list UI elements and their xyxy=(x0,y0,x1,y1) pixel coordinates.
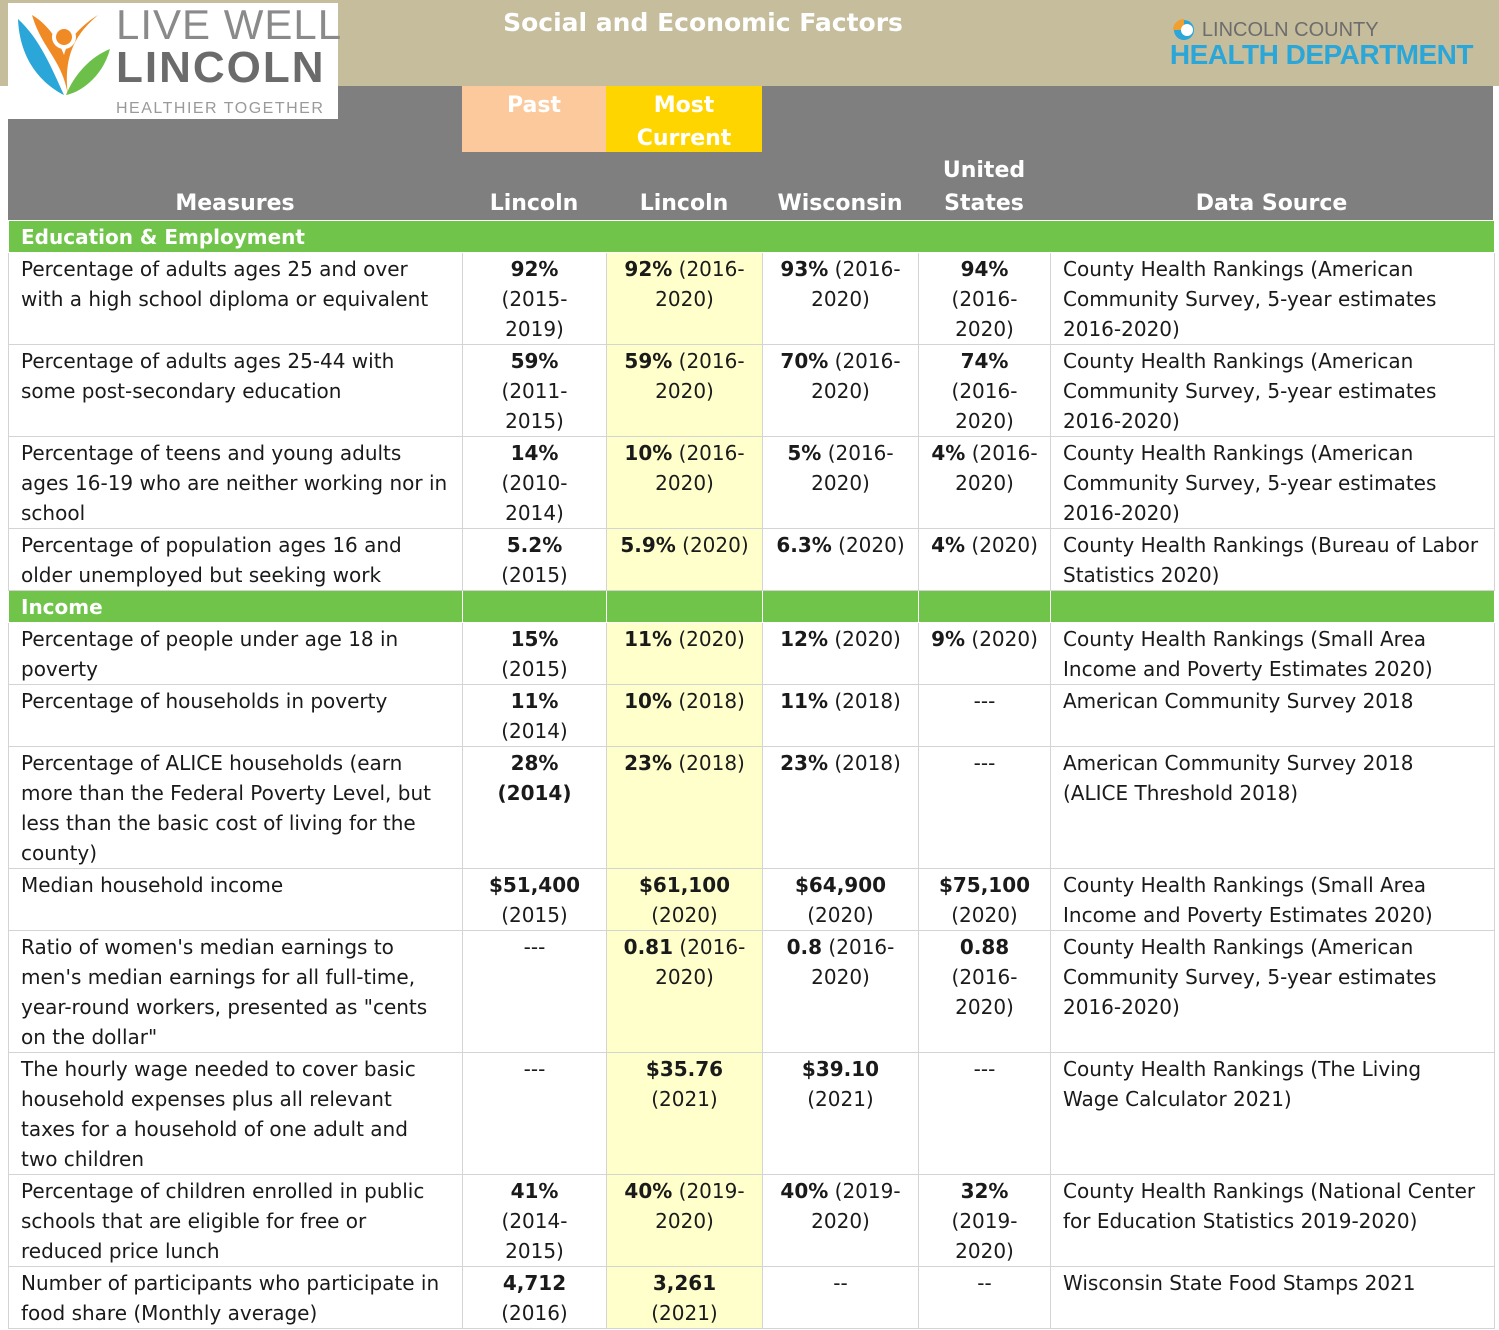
wi-value-cell xyxy=(763,931,919,1053)
value-text: $39.10 xyxy=(801,1057,880,1081)
year-text: --- xyxy=(973,689,996,713)
table-row xyxy=(9,747,1495,869)
value-text: 5% xyxy=(787,441,822,465)
year-text: (2018) xyxy=(672,751,745,775)
table-row xyxy=(9,1267,1495,1329)
value-text: 40% xyxy=(624,1179,673,1203)
year-text: (2016-2020) xyxy=(811,349,901,403)
year-text: (2015-2019) xyxy=(501,287,568,341)
year-text: (2016-2020) xyxy=(951,287,1018,341)
measure-cell: Median household income xyxy=(9,869,463,931)
year-text: (2015) xyxy=(501,657,568,681)
current-value-cell xyxy=(607,685,763,747)
section-header-row xyxy=(9,221,1495,253)
year-text: (2016-2020) xyxy=(655,441,745,495)
value-text: $61,100 xyxy=(638,873,731,897)
year-text: (2019-2020) xyxy=(811,1179,901,1233)
year-text: (2018) xyxy=(672,689,745,713)
current-value-cell xyxy=(607,931,763,1053)
column-header-data-source: Data Source xyxy=(1195,191,1348,216)
logo-tagline: HEALTHIER TOGETHER xyxy=(116,100,325,117)
value-text: 10% xyxy=(624,689,672,713)
table-row xyxy=(9,1175,1495,1267)
current-value-cell xyxy=(607,1175,763,1267)
value-text: 23% xyxy=(624,751,672,775)
section-header-row xyxy=(9,591,1495,623)
table-row xyxy=(9,931,1495,1053)
measure-cell: Percentage of households in poverty xyxy=(9,685,463,747)
year-text: (2020) xyxy=(651,903,718,927)
us-value-cell xyxy=(919,437,1051,529)
live-well-lincoln-logo xyxy=(8,1,343,119)
current-value-cell xyxy=(607,1267,763,1329)
past-value-cell xyxy=(463,253,607,345)
past-value-cell xyxy=(463,437,607,529)
us-value-cell xyxy=(919,345,1051,437)
data-source-cell: County Health Rankings (American Community Survey, 5-year estimates 2016-2020) xyxy=(1051,345,1495,437)
value-text: 9% xyxy=(931,627,966,651)
value-text: 12% xyxy=(780,627,828,651)
table-row xyxy=(9,623,1495,685)
measure-cell: Percentage of ALICE households (earn more than the Federal Poverty Level, but less than the basic cost of living for the county) xyxy=(9,747,463,869)
data-source-cell: County Health Rankings (American Community Survey, 5-year estimates 2016-2020) xyxy=(1051,931,1495,1053)
year-text: (2020) xyxy=(965,627,1038,651)
health-department-logo xyxy=(1170,18,1473,71)
value-text: 70% xyxy=(780,349,829,373)
value-text: 59% xyxy=(510,349,559,373)
year-text: (2020) xyxy=(675,533,749,557)
data-source-cell: Wisconsin State Food Stamps 2021 xyxy=(1051,1267,1495,1329)
us-value-cell xyxy=(919,685,1051,747)
most-current-period-tag: Most Current xyxy=(606,86,762,152)
value-text: 92% xyxy=(624,257,673,281)
column-header-wisconsin: Wisconsin xyxy=(777,191,903,216)
year-text: -- xyxy=(833,1271,848,1295)
past-value-cell xyxy=(463,931,607,1053)
us-value-cell xyxy=(919,623,1051,685)
past-value-cell xyxy=(463,345,607,437)
past-value-cell xyxy=(463,869,607,931)
value-text: 10% xyxy=(624,441,673,465)
page-title: Social and Economic Factors xyxy=(503,8,903,37)
year-text: (2016-2020) xyxy=(811,257,901,311)
wi-value-cell xyxy=(763,1053,919,1175)
measure-cell: Percentage of teens and young adults ages 16-19 who are neither working nor in school xyxy=(9,437,463,529)
column-header-measures: Measures xyxy=(175,191,295,216)
value-text: 23% xyxy=(780,751,828,775)
year-text: (2020) xyxy=(807,903,874,927)
past-value-cell xyxy=(463,747,607,869)
year-text: (2015) xyxy=(501,903,568,927)
wi-value-cell xyxy=(763,437,919,529)
section-title: Income xyxy=(9,591,463,623)
wi-value-cell xyxy=(763,685,919,747)
current-value-cell xyxy=(607,253,763,345)
current-value-cell xyxy=(607,623,763,685)
value-text: 11% xyxy=(510,689,559,713)
column-header-current-lincoln: Lincoln xyxy=(639,191,729,216)
year-text: (2016-2020) xyxy=(811,935,895,989)
value-text: 5.2% xyxy=(506,533,563,557)
year-text: (2016) xyxy=(501,1301,568,1325)
value-text: 93% xyxy=(780,257,829,281)
year-text: (2014) xyxy=(501,719,568,743)
past-value-cell xyxy=(463,1175,607,1267)
section-filler-cell xyxy=(1051,591,1495,623)
value-text: 41% xyxy=(510,1179,559,1203)
value-text: 32% xyxy=(960,1179,1009,1203)
table-row xyxy=(9,869,1495,931)
year-text: (2016-2020) xyxy=(655,257,745,311)
current-value-cell xyxy=(607,1053,763,1175)
year-text: (2014-2015) xyxy=(501,1209,568,1263)
table-row xyxy=(9,529,1495,591)
table-row xyxy=(9,1053,1495,1175)
section-filler-cell xyxy=(919,591,1051,623)
us-value-cell xyxy=(919,931,1051,1053)
section-title: Education & Employment xyxy=(9,221,1495,253)
current-value-cell xyxy=(607,529,763,591)
data-source-cell: American Community Survey 2018 (ALICE Threshold 2018) xyxy=(1051,747,1495,869)
data-source-cell: County Health Rankings (Small Area Income and Poverty Estimates 2020) xyxy=(1051,623,1495,685)
value-text: 4% xyxy=(931,533,966,557)
value-text: $35.76 xyxy=(645,1057,724,1081)
year-text: (2020) xyxy=(672,627,745,651)
year-text: (2020) xyxy=(831,533,905,557)
year-text: (2016-2020) xyxy=(951,379,1018,433)
column-header-past-lincoln: Lincoln xyxy=(489,191,579,216)
data-source-cell: County Health Rankings (Bureau of Labor Statistics 2020) xyxy=(1051,529,1495,591)
dept-county-label: LINCOLN COUNTY xyxy=(1201,18,1379,41)
year-text: (2016-2020) xyxy=(655,935,746,989)
measure-cell: Percentage of adults ages 25-44 with some post-secondary education xyxy=(9,345,463,437)
value-text: 0.88 xyxy=(959,935,1010,959)
wi-value-cell xyxy=(763,747,919,869)
data-source-cell: County Health Rankings (National Center for Education Statistics 2019-2020) xyxy=(1051,1175,1495,1267)
year-text: --- xyxy=(523,935,546,959)
wi-value-cell xyxy=(763,529,919,591)
past-value-cell xyxy=(463,1267,607,1329)
data-source-cell: County Health Rankings (American Community Survey, 5-year estimates 2016-2020) xyxy=(1051,253,1495,345)
year-text: (2016-2020) xyxy=(951,965,1018,1019)
value-text: $64,900 xyxy=(794,873,887,897)
us-value-cell xyxy=(919,529,1051,591)
wi-value-cell xyxy=(763,1267,919,1329)
past-value-cell xyxy=(463,529,607,591)
measure-cell: Percentage of people under age 18 in poverty xyxy=(9,623,463,685)
past-period-tag: Past xyxy=(462,86,606,152)
measure-cell: Ratio of women's median earnings to men's median earnings for all full-time, year-round workers, presented as "cents on the dollar" xyxy=(9,931,463,1053)
table-row xyxy=(9,345,1495,437)
table-row xyxy=(9,437,1495,529)
year-text: (2021) xyxy=(651,1087,718,1111)
value-text: 4,712 xyxy=(502,1271,567,1295)
past-value-cell xyxy=(463,685,607,747)
measure-cell: Number of participants who participate in food share (Monthly average) xyxy=(9,1267,463,1329)
year-text: (2019-2020) xyxy=(655,1179,745,1233)
past-value-cell xyxy=(463,623,607,685)
factors-table xyxy=(8,220,1495,1329)
logo-text-lincoln: LINCOLN xyxy=(116,43,326,92)
value-text: 15% xyxy=(510,627,559,651)
value-text: 3,261 xyxy=(652,1271,717,1295)
year-text: --- xyxy=(973,751,996,775)
section-filler-cell xyxy=(463,591,607,623)
value-text: $75,100 xyxy=(938,873,1031,897)
table-row xyxy=(9,685,1495,747)
year-text: --- xyxy=(973,1057,996,1081)
wi-value-cell xyxy=(763,869,919,931)
measure-cell: Percentage of population ages 16 and older unemployed but seeking work xyxy=(9,529,463,591)
us-value-cell xyxy=(919,747,1051,869)
us-value-cell xyxy=(919,1175,1051,1267)
current-value-cell xyxy=(607,437,763,529)
value-text: $51,400 xyxy=(488,873,581,897)
value-text: 6.3% xyxy=(776,533,832,557)
past-value-cell xyxy=(463,1053,607,1175)
value-text: 5.9% xyxy=(620,533,676,557)
year-text: --- xyxy=(523,1057,546,1081)
year-text: (2019-2020) xyxy=(951,1209,1018,1263)
value-text: 4% xyxy=(931,441,966,465)
year-text: (2016-2020) xyxy=(811,441,894,495)
table-row xyxy=(9,253,1495,345)
year-text: (2021) xyxy=(651,1301,718,1325)
dept-name-label: HEALTH DEPARTMENT xyxy=(1169,39,1473,70)
value-text: 74% xyxy=(960,349,1009,373)
value-text: 92% xyxy=(510,257,559,281)
year-text: (2010-2014) xyxy=(501,471,568,525)
value-text: 11% xyxy=(624,627,672,651)
section-filler-cell xyxy=(763,591,919,623)
section-filler-cell xyxy=(607,591,763,623)
wi-value-cell xyxy=(763,623,919,685)
wi-value-cell xyxy=(763,345,919,437)
current-value-cell xyxy=(607,869,763,931)
year-text: (2011-2015) xyxy=(501,379,568,433)
year-text: (2018) xyxy=(828,751,901,775)
us-value-cell xyxy=(919,253,1051,345)
year-text: (2016-2020) xyxy=(955,441,1038,495)
year-text: (2020) xyxy=(951,903,1018,927)
year-text: (2020) xyxy=(828,627,901,651)
value-text: 0.8 xyxy=(786,935,823,959)
logo-text-live-well: LIVE WELL xyxy=(116,1,343,48)
year-text: (2015) xyxy=(501,563,568,587)
us-value-cell xyxy=(919,869,1051,931)
data-source-cell: County Health Rankings (Small Area Income and Poverty Estimates 2020) xyxy=(1051,869,1495,931)
year-text: (2020) xyxy=(965,533,1038,557)
wi-value-cell xyxy=(763,253,919,345)
value-text: 59% xyxy=(624,349,673,373)
person-leaf-icon xyxy=(12,9,116,99)
column-header-united-states: United States xyxy=(942,158,1026,216)
data-source-cell: American Community Survey 2018 xyxy=(1051,685,1495,747)
year-text: (2016-2020) xyxy=(655,349,745,403)
year-text: -- xyxy=(977,1271,992,1295)
value-text: 0.81 xyxy=(623,935,674,959)
value-text: 94% xyxy=(960,257,1009,281)
measure-cell: Percentage of children enrolled in public schools that are eligible for free or reduced price lunch xyxy=(9,1175,463,1267)
measure-cell: Percentage of adults ages 25 and over with a high school diploma or equivalent xyxy=(9,253,463,345)
value-text: 11% xyxy=(780,689,828,713)
current-value-cell xyxy=(607,345,763,437)
value-text: 40% xyxy=(780,1179,829,1203)
data-source-cell: County Health Rankings (American Community Survey, 5-year estimates 2016-2020) xyxy=(1051,437,1495,529)
value-text: 28% (2014) xyxy=(497,751,572,805)
value-text: 14% xyxy=(510,441,559,465)
us-value-cell xyxy=(919,1267,1051,1329)
measure-cell: The hourly wage needed to cover basic household expenses plus all relevant taxes for a household of one adult and two children xyxy=(9,1053,463,1175)
year-text: (2021) xyxy=(807,1087,874,1111)
year-text: (2018) xyxy=(828,689,901,713)
wi-value-cell xyxy=(763,1175,919,1267)
data-source-cell: County Health Rankings (The Living Wage Calculator 2021) xyxy=(1051,1053,1495,1175)
current-value-cell xyxy=(607,747,763,869)
us-value-cell xyxy=(919,1053,1051,1175)
